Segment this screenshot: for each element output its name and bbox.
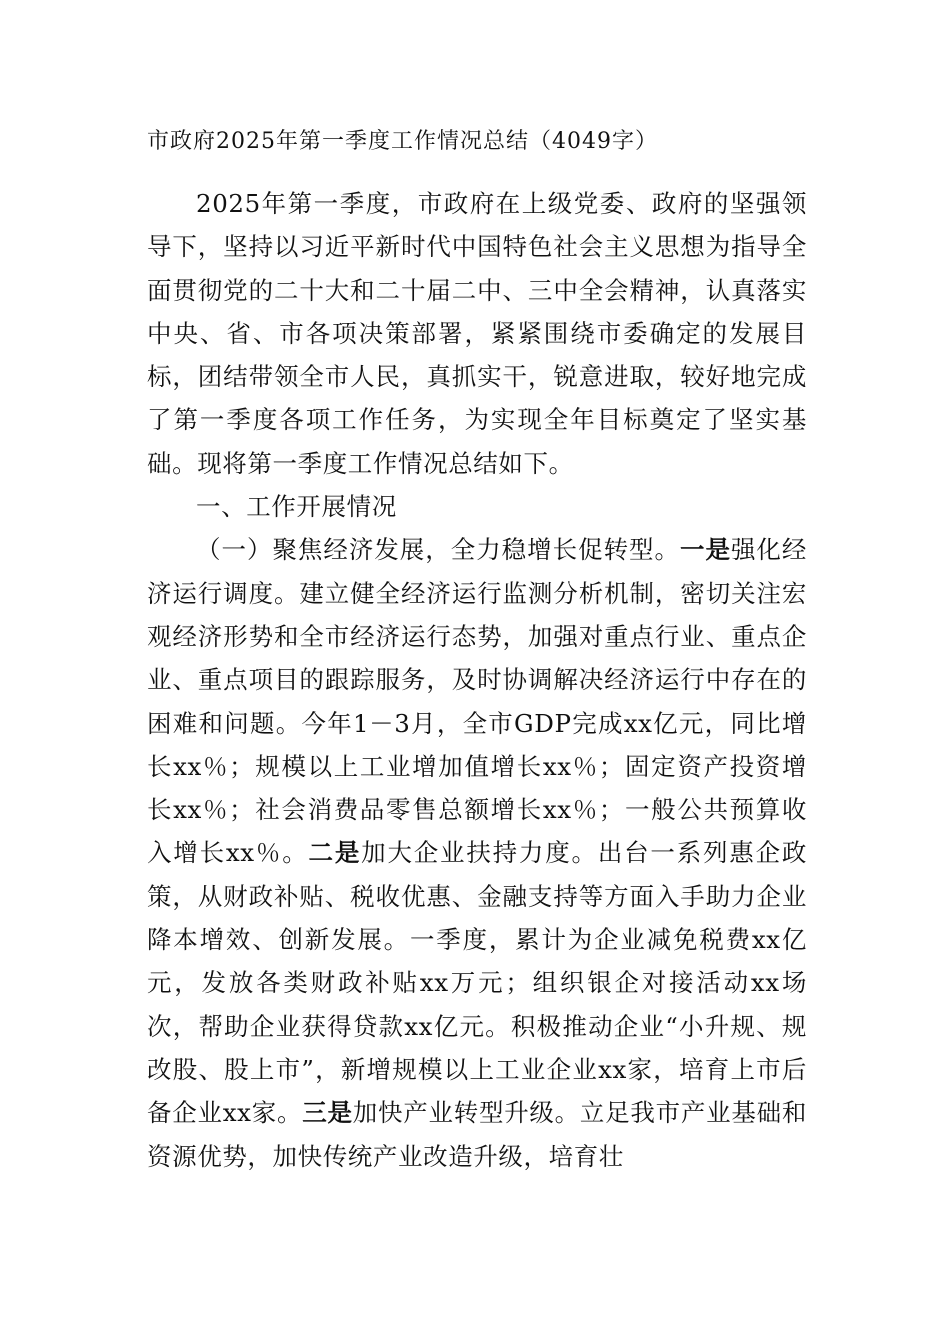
section1-text-three: 加快产业转型升级。立足我市产业基础和资源优势，加快传统产业改造升级，培育壮 <box>147 1098 807 1171</box>
lead-two: 二是 <box>308 838 362 868</box>
section-heading: 一、工作开展情况 <box>196 492 397 522</box>
section1-text-two: 加大企业扶持力度。出台一系列惠企政策，从财政补贴、税收优惠、金融支持等方面入手助力企业降本增效、创新发展。一季度，累计为企业减免税费xx亿元，发放各类财政补贴xx万元；组织银企对接活动xx场次，帮助企业获得贷款xx亿元。积极推动企业“小升规、规改股、股上市”，新增规模以上工业企业xx家，培育上市后备企业xx家。 <box>147 838 808 1128</box>
document-title: 市政府2025年第一季度工作情况总结（4049字） <box>147 129 658 154</box>
section1-heading: （一）聚焦经济发展，全力稳增长促转型。 <box>196 535 680 565</box>
lead-three: 三是 <box>302 1098 353 1128</box>
document-body <box>147 182 807 1178</box>
intro-paragraph: 2025年第一季度，市政府在上级党委、政府的坚强领导下，坚持以习近平新时代中国特色社会主义思想为指导全面贯彻党的二十大和二十届二中、三中全会精神，认真落实中央、省、市各项决策部署，紧紧围绕市委确定的发展目标，团结带领全市人民，真抓实干，锐意进取，较好地完成了第一季度各项工作任务，为实现全年目标奠定了坚实基础。现将第一季度工作情况总结如下。 <box>147 189 807 478</box>
lead-one: 一是 <box>679 535 731 565</box>
section1-paragraph <box>147 528 807 1177</box>
section1-text-one: 强化经济运行调度。建立健全经济运行监测分析机制，密切关注宏观经济形势和全市经济运行态势，加强对重点行业、重点企业、重点项目的跟踪服务，及时协调解决经济运行中存在的困难和问题。今年1－3月，全市GDP完成xx亿元，同比增长xx％；规模以上工业增加值增长xx％；固定资产投资增长xx％；社会消费品零售总额增长xx％；一般公共预算收入增长xx％。 <box>147 535 807 868</box>
